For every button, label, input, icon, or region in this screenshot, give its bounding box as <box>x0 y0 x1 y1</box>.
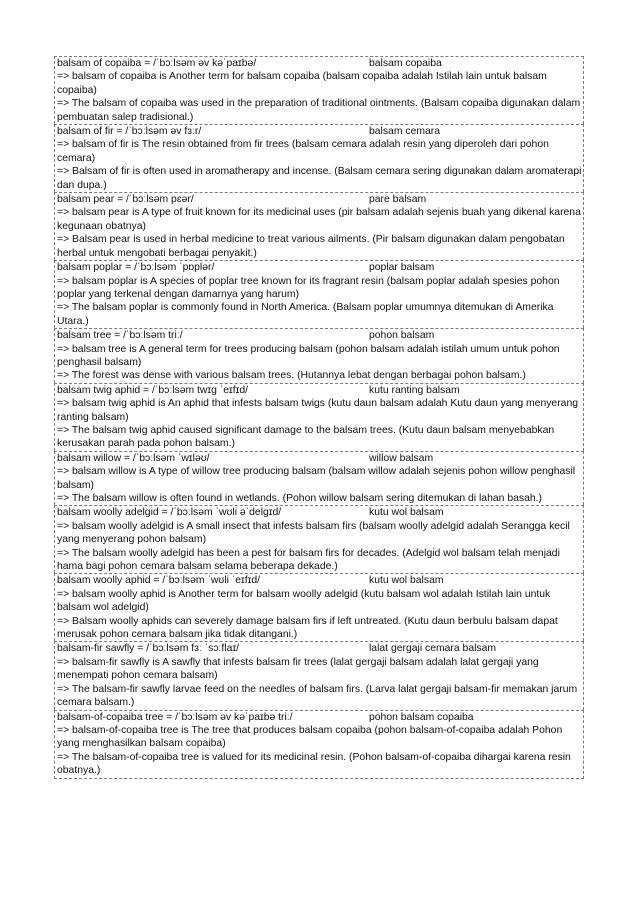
entry-example: => Balsam pear is used in herbal medicine to treat various ailments. (Pir balsam digunakan dalam pengobatan herbal untuk mengobati berbagai penyakit.) <box>57 234 565 259</box>
entry-header <box>57 57 582 70</box>
entry-example: => The forest was dense with various balsam trees. (Hutannya lebat dengan berbagai pohon balsam.) <box>57 370 526 382</box>
entry-translation: pohon balsam <box>369 330 435 342</box>
entry-headword: balsam woolly adelgid = /ˈbɔːlsəm ˈwʊli əˈdelɡɪd/ <box>57 507 282 519</box>
entry-header <box>57 384 582 397</box>
glossary-entry <box>54 56 584 124</box>
entry-example: => The balsam willow is often found in wetlands. (Pohon willow balsam sering ditemukan di lahan basah.) <box>57 493 542 504</box>
entry-headword: balsam of copaiba = /ˈbɔːlsəm əv kəˈpaɪbə/ <box>57 58 257 69</box>
entry-header <box>57 642 582 655</box>
entry-header <box>57 193 582 206</box>
entry-header <box>57 574 582 587</box>
entry-definition: => balsam-of-copaiba tree is The tree that produces balsam copaiba (pohon balsam-of-copaiba adalah Pohon yang menghasilkan balsam copaiba) <box>57 724 563 750</box>
entry-example: => The balsam woolly adelgid has been a pest for balsam firs for decades. (Adelgid wol balsam telah menjadi hama bagi pohon cemara balsam selama beberapa dekade.) <box>57 547 560 573</box>
entry-example: => The balsam-of-copaiba tree is valued for its medicinal resin. (Pohon balsam-of-copaiba dihargai karena resin obatnya.) <box>57 751 571 777</box>
entry-header <box>57 711 582 724</box>
glossary-entry <box>54 573 584 641</box>
glossary-entry <box>54 710 584 779</box>
entry-header <box>57 329 582 342</box>
entry-example: => Balsam woolly aphids can severely damage balsam firs if left untreated. (Kutu daun berbulu balsam dapat merusak pohon cemara balsam jika tidak ditangani.) <box>57 615 558 641</box>
entry-translation: kutu wol balsam <box>369 575 444 587</box>
entry-definition: => balsam of copaiba is Another term for balsam copaiba (balsam copaiba adalah Istilah lain untuk balsam copaiba) <box>57 71 547 96</box>
entry-translation: pare balsam <box>369 194 427 206</box>
entry-translation: willow balsam <box>369 452 434 464</box>
glossary-page <box>54 56 584 779</box>
entry-header <box>57 506 582 519</box>
entry-headword: balsam-of-copaiba tree = /ˈbɔːlsəm əv kəˈpaɪbə triː/ <box>57 711 293 723</box>
entry-headword: balsam woolly aphid = /ˈbɔːlsəm ˈwʊli ˈeɪfɪd/ <box>57 575 261 587</box>
entry-translation: poplar balsam <box>369 262 435 274</box>
glossary-entry <box>54 192 584 260</box>
entry-headword: balsam pear = /ˈbɔːlsəm pɛər/ <box>57 194 194 206</box>
entry-definition: => balsam of fir is The resin obtained from fir trees (balsam cemara adalah resin yang diperoleh dari pohon cemara) <box>57 139 549 164</box>
entry-definition: => balsam poplar is A species of poplar tree known for its fragrant resin (balsam poplar adalah spesies pohon poplar yang terkenal dengan damarnya yang harum) <box>57 275 560 300</box>
entry-definition: => balsam willow is A type of willow tree producing balsam (balsam willow adalah sejenis pohon willow penghasil balsam) <box>57 466 576 491</box>
entry-definition: => balsam woolly aphid is Another term for balsam woolly adelgid (kutu balsam wol adalah Istilah lain untuk balsam wol adelgid) <box>57 588 551 614</box>
entry-header <box>57 261 582 274</box>
glossary-entry <box>54 260 584 328</box>
entry-header <box>57 125 582 138</box>
entry-definition: => balsam twig aphid is An aphid that infests balsam twigs (kutu daun balsam adalah Kutu daun yang menyerang ranting balsam) <box>57 398 579 423</box>
glossary-entry <box>54 505 584 573</box>
entry-translation: lalat gergaji cemara balsam <box>369 643 497 655</box>
entry-example: => The balsam poplar is commonly found in North America. (Balsam poplar umumnya ditemukan di Amerika Utara.) <box>57 302 554 327</box>
entry-translation: balsam copaiba <box>369 58 442 69</box>
entry-headword: balsam-fir sawfly = /ˈbɔːlsəm fɜː ˈsɔːflaɪ/ <box>57 643 239 655</box>
entry-headword: balsam poplar = /ˈbɔːlsəm ˈpɒplər/ <box>57 262 215 274</box>
glossary-entry <box>54 641 584 709</box>
entry-translation: balsam cemara <box>369 126 441 138</box>
entry-headword: balsam twig aphid = /ˈbɔːlsəm twɪɡ ˈeɪfɪd/ <box>57 384 248 396</box>
glossary-entry <box>54 383 584 451</box>
entry-example: => Balsam of fir is often used in aromatherapy and incense. (Balsam cemara sering digunakan dalam aromaterapi dan dupa.) <box>57 166 582 191</box>
entry-example: => The balsam of copaiba was used in the preparation of traditional ointments. (Balsam copaiba digunakan dalam pembuatan salep tradisional.) <box>57 98 581 123</box>
glossary-entry <box>54 328 584 383</box>
glossary-entry <box>54 451 584 506</box>
entry-translation: kutu wol balsam <box>369 507 444 519</box>
entry-headword: balsam of fir = /ˈbɔːlsəm əv fɜːr/ <box>57 126 202 138</box>
entry-header <box>57 452 582 465</box>
entry-definition: => balsam pear is A type of fruit known for its medicinal uses (pir balsam adalah sejenis buah yang dikenal karena kegunaan obatnya) <box>57 207 581 232</box>
entry-definition: => balsam woolly adelgid is A small insect that infests balsam firs (balsam woolly adelgid adalah Serangga kecil yang menyerang pohon balsam) <box>57 520 570 546</box>
entry-example: => The balsam twig aphid caused significant damage to the balsam trees. (Kutu daun balsam menyebabkan kerusakan parah pada pohon balsam.) <box>57 424 555 450</box>
entry-headword: balsam tree = /ˈbɔːlsəm triː/ <box>57 330 183 342</box>
entry-definition: => balsam-fir sawfly is A sawfly that infests balsam fir trees (lalat gergaji balsam adalah lalat gergaji yang menempati pohon cemara balsam) <box>57 656 539 682</box>
glossary-entry <box>54 124 584 192</box>
entry-translation: pohon balsam copaiba <box>369 711 474 723</box>
entry-translation: kutu ranting balsam <box>369 384 460 396</box>
entry-headword: balsam willow = /ˈbɔːlsəm ˈwɪləʊ/ <box>57 452 210 464</box>
entry-example: => The balsam-fir sawfly larvae feed on the needles of balsam firs. (Larva lalat gergaji balsam-fir memakan jarum cemara balsam.) <box>57 683 578 709</box>
entry-definition: => balsam tree is A general term for trees producing balsam (pohon balsam adalah istilah umum untuk pohon penghasil balsam) <box>57 343 560 368</box>
